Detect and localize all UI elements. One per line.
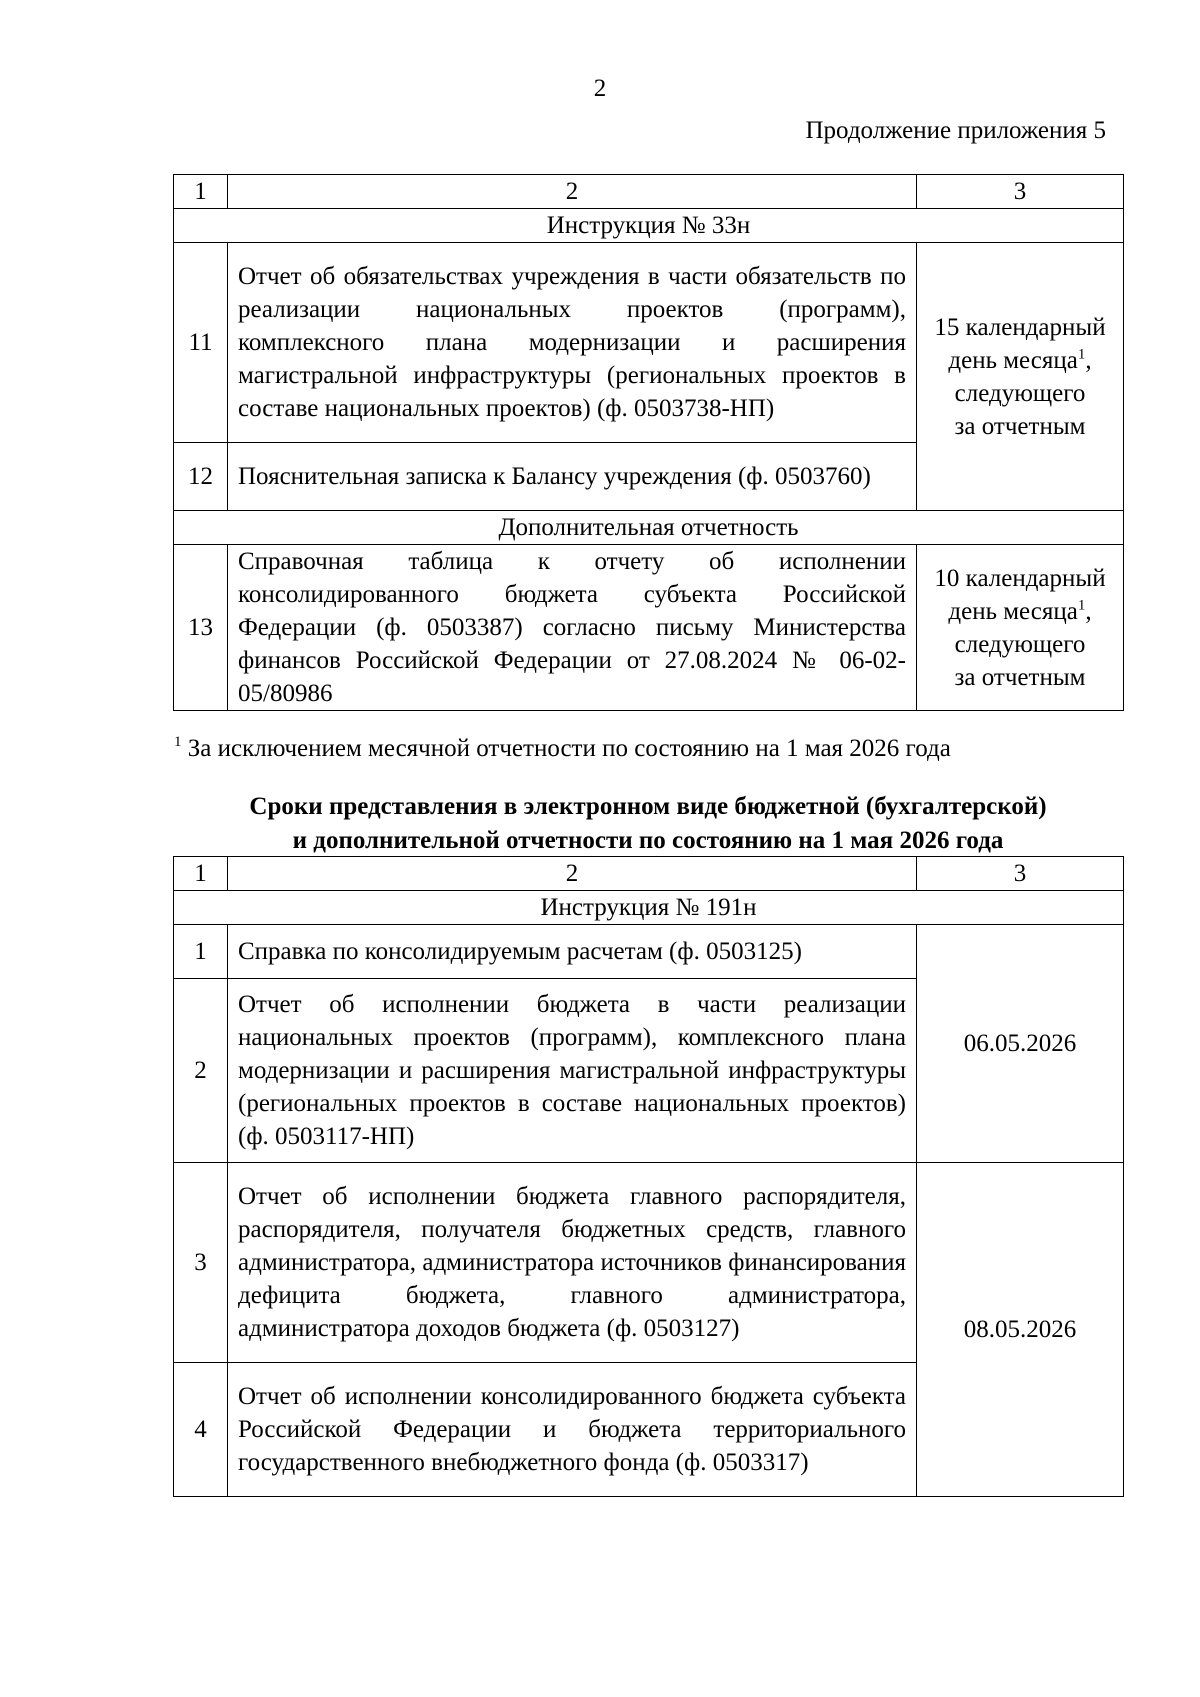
section-title: Инструкция № 191н	[174, 891, 1124, 925]
table-row	[174, 545, 1124, 711]
deadline-line: за отчетным	[954, 663, 1086, 691]
row-text: Отчет об исполнении бюджета главного распорядителя, распорядителя, получателя бюджетных средств, главного администратора, администратора источников финансирования дефицита бюджета, главного администратора, администратора доходов бюджета (ф. 0503127)	[228, 1163, 917, 1363]
deadline-text: день месяца	[948, 597, 1078, 625]
row-text: Отчет об исполнении бюджета в части реализации национальных проектов (программ), комплексного плана модернизации и расширения магистральной инфраструктуры (региональных проектов в составе национальных проектов) (ф. 0503117-НП)	[228, 979, 917, 1163]
section-title: Инструкция № 33н	[174, 209, 1124, 243]
row-number: 4	[174, 1363, 228, 1497]
row-number: 3	[174, 1163, 228, 1363]
deadline-cell	[917, 545, 1124, 711]
date-cell: 06.05.2026	[917, 925, 1124, 1163]
deadline-text: день месяца	[948, 346, 1078, 374]
deadline-line	[919, 595, 1121, 628]
footnote-text: За исключением месячной отчетности по состоянию на 1 мая 2026 года	[187, 735, 951, 762]
column-header-3: 3	[917, 857, 1124, 891]
section-row	[174, 511, 1124, 545]
deadlines-table-33n	[173, 174, 1124, 711]
deadline-line: следующего	[954, 630, 1086, 658]
heading-line: и дополнительной отчетности по состоянию на 1 мая 2026 года	[292, 827, 1004, 854]
row-text: Отчет об исполнении консолидированного бюджета субъекта Российской Федерации и бюджета территориального государственного внебюджетного фонда (ф. 0503317)	[228, 1363, 917, 1497]
deadline-line: следующего	[954, 379, 1086, 407]
column-header-2: 2	[228, 857, 917, 891]
section-title: Дополнительная отчетность	[174, 511, 1124, 545]
table-header-row	[174, 857, 1124, 891]
deadline-line: 10 календарный	[934, 564, 1106, 592]
date-cell: 08.05.2026	[917, 1163, 1124, 1497]
row-number: 11	[174, 243, 228, 443]
table-row	[174, 925, 1124, 979]
row-text: Пояснительная записка к Балансу учреждения (ф. 0503760)	[228, 443, 917, 511]
table-row	[174, 243, 1124, 443]
deadline-cell	[917, 243, 1124, 511]
deadline-punct: ,	[1085, 346, 1092, 374]
column-header-2: 2	[228, 175, 917, 209]
column-header-1: 1	[174, 857, 228, 891]
section-row	[174, 209, 1124, 243]
heading-line: Сроки представления в электронном виде бюджетной (бухгалтерской)	[249, 793, 1047, 820]
row-number: 2	[174, 979, 228, 1163]
deadline-line: за отчетным	[954, 412, 1086, 440]
deadlines-table-191n	[173, 856, 1124, 1497]
row-text: Справочная таблица к отчету об исполнении консолидированного бюджета субъекта Российской Федерации (ф. 0503387) согласно письму Министерства финансов Российской Федерации от 27.08.2024 № 06-02-05/80986	[228, 545, 917, 711]
table-row	[174, 1163, 1124, 1363]
deadline-line: 15 календарный	[934, 313, 1106, 341]
deadline-punct: ,	[1085, 597, 1092, 625]
section-row	[174, 891, 1124, 925]
row-number: 13	[174, 545, 228, 711]
continuation-label: Продолжение приложения 5	[805, 117, 1106, 144]
row-text: Отчет об обязательствах учреждения в части обязательств по реализации национальных проектов (программ), комплексного плана модернизации и расширения магистральной инфраструктуры (региональных проектов в составе национальных проектов) (ф. 0503738-НП)	[228, 243, 917, 443]
deadline-line	[919, 344, 1121, 377]
footnote-mark: 1	[174, 734, 182, 750]
footnote-reference: 1	[1077, 597, 1086, 614]
row-number: 12	[174, 443, 228, 511]
footnote	[174, 732, 951, 765]
row-number: 1	[174, 925, 228, 979]
table-header-row	[174, 175, 1124, 209]
footnote-reference: 1	[1077, 346, 1086, 363]
column-header-1: 1	[174, 175, 228, 209]
page-number: 2	[593, 75, 607, 102]
section-heading	[0, 790, 1200, 858]
column-header-3: 3	[917, 175, 1124, 209]
row-text: Справка по консолидируемым расчетам (ф. 0503125)	[228, 925, 917, 979]
